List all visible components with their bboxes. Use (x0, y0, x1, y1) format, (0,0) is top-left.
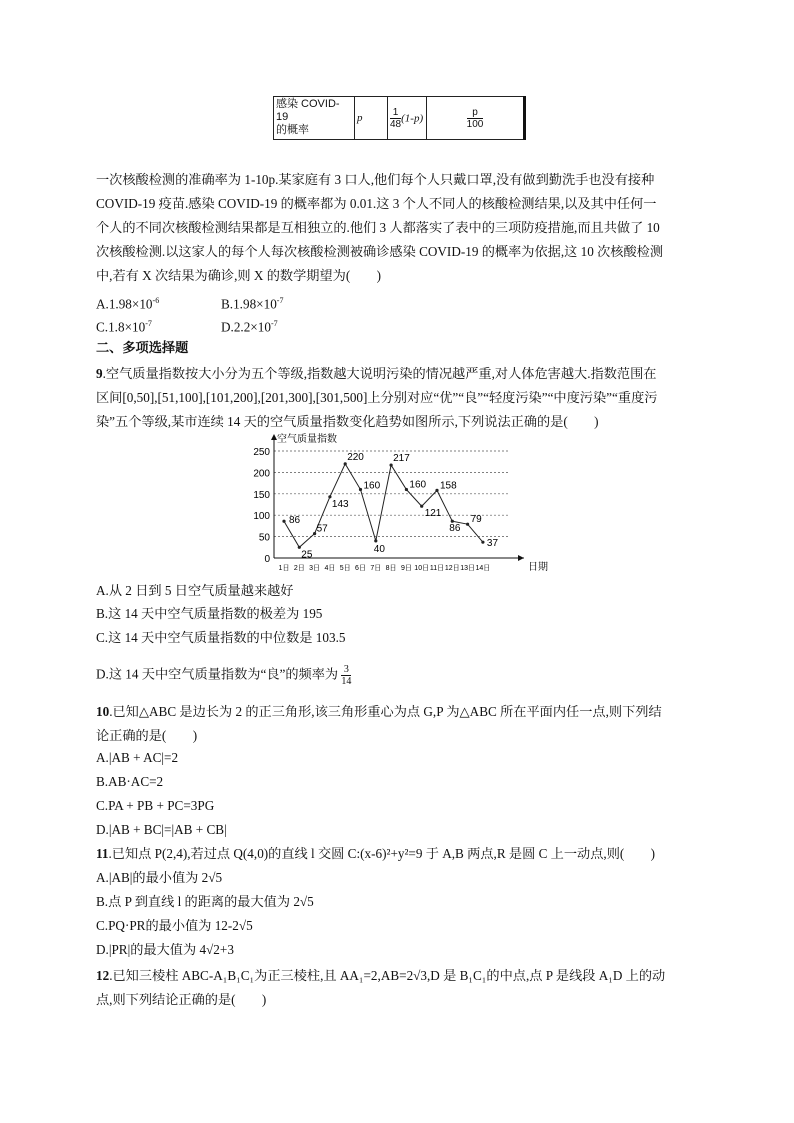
q11-option-a[interactable]: A.|AB|的最小值为 2√5 (96, 870, 223, 885)
data-label: 57 (316, 523, 328, 535)
fraction-numerator: 3 (341, 664, 351, 676)
q9-option-a[interactable]: A.从 2 日到 5 日空气质量越来越好 (96, 583, 294, 598)
table-cell-p100 (427, 97, 525, 140)
q10-option-b[interactable]: B.AB·AC=2 (96, 774, 164, 789)
x-tick-label: 7日 (370, 565, 382, 572)
data-label: 220 (347, 451, 364, 463)
fraction-p-100 (467, 107, 484, 130)
x-tick-label: 6日 (355, 565, 366, 572)
q9-option-b[interactable]: B.这 14 天中空气质量指数的极差为 195 (96, 606, 323, 621)
data-label: 143 (331, 498, 349, 510)
q11-number: 11 (96, 846, 109, 861)
q8-line3: 个人的不同次核酸检测结果都是互相独立的.他们 3 人都落实了表中的三项防疫措施,而且共做了 10 (96, 220, 660, 235)
q9-option-d[interactable] (96, 664, 351, 687)
q12-line2: 点,则下列结论正确的是( ) (96, 992, 267, 1007)
data-point (374, 539, 377, 542)
y-tick-label: 200 (253, 468, 270, 480)
y-tick-label: 0 (264, 554, 270, 565)
q8-option-b[interactable] (221, 291, 283, 314)
fraction-1-48 (390, 107, 401, 130)
data-point (435, 489, 438, 492)
q10-line1: .已知△ABC 是边长为 2 的正三角形,该三角形重心为点 G,P 为△ABC 所在平面内任一点,则下列结 (109, 704, 662, 719)
y-tick-label: 150 (253, 489, 270, 501)
fraction-denominator: 14 (341, 676, 352, 687)
table-label-line3: 的概率 (276, 124, 309, 136)
chart-title: 空气质量指数 (277, 434, 337, 445)
q10-number: 10 (96, 704, 110, 719)
q8-line4: 次核酸检测.以这家人的每个人每次核酸检测被确诊感染 COVID-19 的概率为依据,这 10 次核酸检测 (96, 244, 664, 259)
table-cell-p (355, 97, 388, 140)
q8-line5: 中,若有 X 次结果为确诊,则 X 的数学期望为( ) (96, 268, 381, 283)
data-point (359, 488, 362, 491)
x-tick-label: 12日 (444, 565, 460, 572)
fraction-denominator: 48 (390, 118, 402, 130)
aqi-line-chart (238, 430, 548, 580)
q8-option-a[interactable] (96, 291, 159, 314)
q10-line2: 论正确的是( ) (96, 728, 198, 743)
option-text: D.2.2×10 (221, 319, 271, 335)
x-tick-label: 13日 (460, 565, 475, 572)
fraction-3-14 (341, 664, 351, 687)
data-label: 79 (470, 514, 482, 526)
x-tick-label: 9日 (400, 565, 412, 572)
data-point (282, 520, 285, 523)
q10-option-a[interactable]: A.|AB + AC|=2 (96, 750, 179, 765)
q11-option-b[interactable]: B.点 P 到直线 l 的距离的最大值为 2√5 (96, 894, 314, 909)
q8-stem (96, 168, 706, 288)
option-exponent: -7 (270, 319, 278, 328)
table-label-line1: 感染 COVID- (276, 98, 340, 110)
q9-option-c[interactable]: C.这 14 天中空气质量指数的中位数是 103.5 (96, 630, 346, 645)
section-heading: 二、多项选择题 (96, 340, 189, 355)
data-point (481, 541, 484, 544)
fraction-tail: (1-p) (401, 111, 424, 124)
option-exponent: -7 (276, 296, 284, 305)
q10-stem (96, 700, 706, 748)
data-label: 40 (373, 543, 385, 555)
table-cell-fraction (388, 97, 427, 140)
q9-number: 9 (96, 366, 103, 381)
y-tick-label: 250 (253, 447, 270, 458)
q9-stem (96, 362, 706, 434)
option-text: C.1.8×10 (96, 319, 146, 335)
table-p-value: p (357, 111, 363, 124)
fraction-numerator: 1 (390, 107, 401, 119)
q8-option-d[interactable] (221, 314, 278, 337)
q8-option-c[interactable] (96, 314, 152, 337)
q12-number: 12 (96, 968, 110, 983)
table-row (274, 97, 525, 140)
q8-line2: COVID-19 疫苗.感染 COVID-19 的概率都为 0.01.这 3 个人不同人的核酸检测结果,以及其中任何一 (96, 196, 657, 211)
x-tick-label: 14日 (475, 565, 491, 572)
option-exponent: -7 (145, 319, 152, 328)
x-tick-label: 2日 (293, 565, 305, 572)
q11-line1: .已知点 P(2,4),若过点 Q(4,0)的直线 l 交圆 C:(x-6)²+y²=9 于 A,B 两点,R 是圆 C 上一动点,则( ) (108, 846, 656, 861)
q12-line1: .已知三棱柱 ABC-A₁B₁C₁为正三棱柱,且 AA₁=2,AB=2√3,D 是 B₁C₁的中点,点 P 是线段 A₁D 上的动 (109, 968, 666, 983)
q8-line1: 一次核酸检测的准确率为 1-10p.某家庭有 3 口人,他们每个人只戴口罩,没有做到勤洗手也没有接种 (96, 172, 655, 187)
q11-option-c[interactable]: C.PQ·PR的最小值为 12-2√5 (96, 918, 253, 933)
x-tick-label: 5日 (339, 565, 351, 572)
q10-option-c[interactable]: C.PA + PB + PC=3PG (96, 798, 215, 813)
data-label: 86 (449, 523, 461, 535)
probability-table (273, 96, 526, 140)
y-tick-label: 100 (253, 511, 270, 523)
q11-stem (96, 842, 706, 866)
x-tick-label: 1日 (278, 565, 290, 572)
x-tick-label: 4日 (324, 565, 336, 572)
x-tick-label: 8日 (385, 565, 397, 572)
x-tick-label: 3日 (309, 565, 321, 572)
data-label: 160 (363, 480, 381, 492)
q9-line3: 染”五个等级,某市连续 14 天的空气质量指数变化趋势如图所示,下列说法正确的是( ) (96, 414, 599, 429)
table-cell-label (274, 97, 355, 140)
q9-line2: 区间[0,50],[51,100],[101,200],[201,300],[301,500]上分别对应“优”“良”“轻度污染”“中度污染”“重度污 (96, 390, 658, 405)
data-point (405, 488, 408, 491)
x-tick-label: 10日 (414, 565, 430, 572)
data-label: 158 (440, 480, 457, 492)
data-label: 86 (289, 515, 301, 527)
data-label: 121 (424, 508, 442, 520)
fraction-numerator: p (467, 107, 484, 119)
fraction-denominator: 100 (466, 118, 484, 130)
data-point (466, 523, 469, 526)
option-text: B.1.98×10 (221, 296, 277, 312)
y-tick-label: 50 (258, 532, 270, 544)
table-label-line2: 19 (276, 111, 289, 123)
x-axis-arrow (518, 555, 524, 561)
data-label: 160 (409, 479, 427, 491)
option-text: A.1.98×10 (96, 296, 153, 312)
q12-stem (96, 964, 706, 1012)
x-axis-title: 日期 (528, 562, 548, 573)
q11-option-d[interactable]: D.|PR|的最大值为 4√2+3 (96, 942, 234, 957)
data-label: 217 (393, 453, 410, 465)
q10-option-d[interactable]: D.|AB + BC|=|AB + CB| (96, 822, 227, 837)
q9-line1: .空气质量指数按大小分为五个等级,指数越大说明污染的情况越严重,对人体危害越大.指数范围在 (102, 366, 657, 381)
data-label: 25 (301, 549, 313, 561)
option-exponent: -6 (152, 296, 160, 305)
data-label: 37 (486, 538, 499, 550)
data-point (420, 505, 423, 508)
x-tick-label: 11日 (429, 565, 445, 572)
option-text: D.这 14 天中空气质量指数为“良”的频率为 (96, 666, 339, 682)
